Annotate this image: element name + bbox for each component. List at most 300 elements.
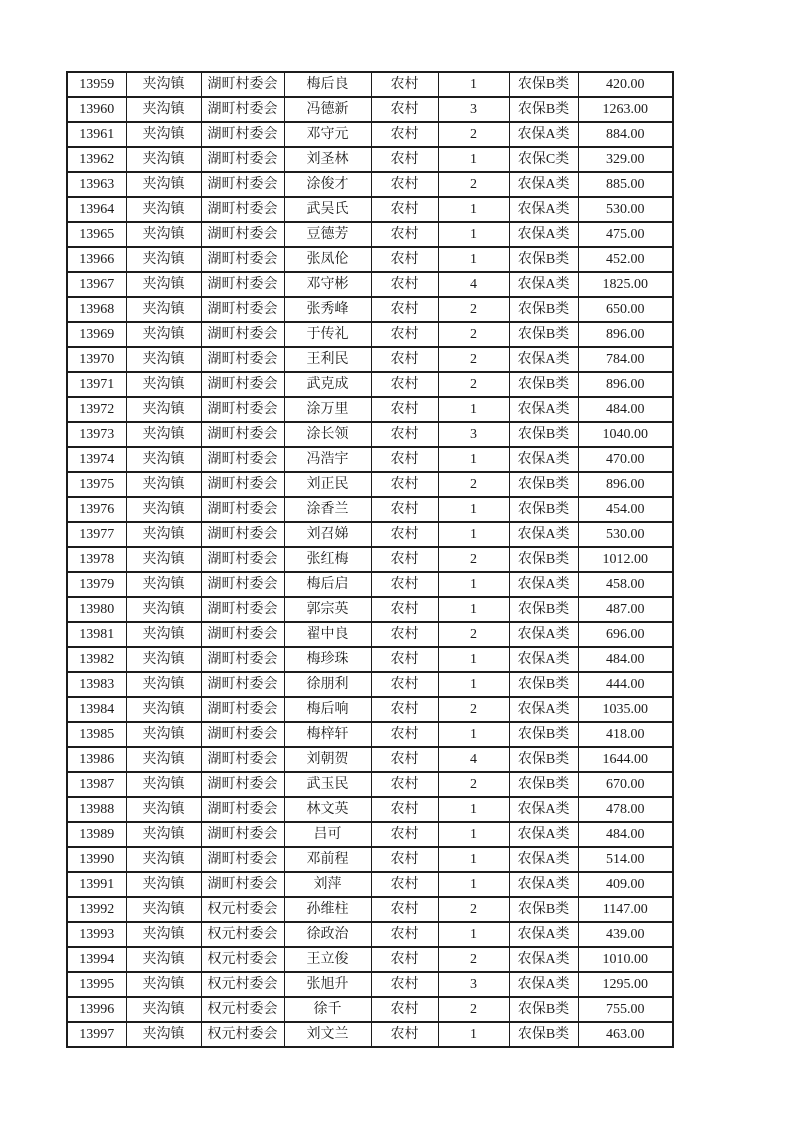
cell-residence-type: 农村 [371,347,438,372]
cell-record-id: 13985 [67,722,126,747]
cell-amount: 452.00 [578,247,673,272]
cell-town: 夹沟镇 [126,597,201,622]
cell-insurance-category: 农保B类 [509,897,578,922]
cell-residence-type: 农村 [371,172,438,197]
cell-amount: 454.00 [578,497,673,522]
cell-residence-type: 农村 [371,897,438,922]
cell-residence-type: 农村 [371,797,438,822]
cell-record-id: 13984 [67,697,126,722]
cell-person-name: 梅珍珠 [284,647,371,672]
table-row [67,322,673,347]
table-row [67,547,673,572]
cell-insurance-category: 农保A类 [509,622,578,647]
cell-person-name: 涂俊才 [284,172,371,197]
cell-village-committee: 湖町村委会 [201,497,284,522]
cell-insurance-category: 农保B类 [509,722,578,747]
cell-village-committee: 湖町村委会 [201,122,284,147]
cell-amount: 896.00 [578,372,673,397]
cell-person-count: 1 [438,497,509,522]
cell-record-id: 13971 [67,372,126,397]
cell-record-id: 13980 [67,597,126,622]
cell-person-name: 武吴氏 [284,197,371,222]
table-row [67,172,673,197]
cell-record-id: 13994 [67,947,126,972]
cell-person-count: 2 [438,172,509,197]
table-row [67,572,673,597]
table-row [67,347,673,372]
cell-village-committee: 湖町村委会 [201,547,284,572]
table-row [67,247,673,272]
table-row [67,597,673,622]
cell-record-id: 13981 [67,622,126,647]
cell-person-name: 梅后启 [284,572,371,597]
cell-residence-type: 农村 [371,697,438,722]
cell-person-name: 张秀峰 [284,297,371,322]
cell-amount: 1147.00 [578,897,673,922]
cell-amount: 650.00 [578,297,673,322]
cell-amount: 484.00 [578,647,673,672]
cell-person-count: 2 [438,697,509,722]
cell-insurance-category: 农保B类 [509,97,578,122]
cell-village-committee: 权元村委会 [201,1022,284,1047]
cell-town: 夹沟镇 [126,222,201,247]
cell-amount: 530.00 [578,197,673,222]
cell-town: 夹沟镇 [126,272,201,297]
cell-residence-type: 农村 [371,847,438,872]
cell-record-id: 13995 [67,972,126,997]
cell-record-id: 13988 [67,797,126,822]
table-row [67,722,673,747]
cell-insurance-category: 农保A类 [509,122,578,147]
cell-village-committee: 湖町村委会 [201,822,284,847]
cell-insurance-category: 农保B类 [509,472,578,497]
cell-person-name: 张红梅 [284,547,371,572]
cell-residence-type: 农村 [371,497,438,522]
cell-amount: 439.00 [578,922,673,947]
cell-town: 夹沟镇 [126,247,201,272]
cell-person-count: 4 [438,272,509,297]
cell-person-name: 张旭升 [284,972,371,997]
cell-person-name: 梅后良 [284,72,371,97]
cell-amount: 1263.00 [578,97,673,122]
table-row [67,197,673,222]
cell-insurance-category: 农保A类 [509,922,578,947]
cell-town: 夹沟镇 [126,497,201,522]
cell-village-committee: 湖町村委会 [201,722,284,747]
cell-amount: 1012.00 [578,547,673,572]
cell-town: 夹沟镇 [126,972,201,997]
cell-person-name: 武玉民 [284,772,371,797]
cell-amount: 696.00 [578,622,673,647]
cell-insurance-category: 农保B类 [509,497,578,522]
table-row [67,997,673,1022]
cell-person-name: 王利民 [284,347,371,372]
cell-residence-type: 农村 [371,647,438,672]
cell-record-id: 13977 [67,522,126,547]
cell-person-count: 1 [438,247,509,272]
cell-person-count: 4 [438,747,509,772]
cell-village-committee: 湖町村委会 [201,422,284,447]
cell-record-id: 13979 [67,572,126,597]
cell-residence-type: 农村 [371,372,438,397]
cell-amount: 418.00 [578,722,673,747]
cell-record-id: 13978 [67,547,126,572]
cell-person-name: 邓前程 [284,847,371,872]
cell-person-name: 孙维柱 [284,897,371,922]
cell-record-id: 13993 [67,922,126,947]
cell-town: 夹沟镇 [126,447,201,472]
cell-residence-type: 农村 [371,147,438,172]
cell-person-name: 郭宗英 [284,597,371,622]
cell-person-count: 1 [438,147,509,172]
cell-village-committee: 湖町村委会 [201,797,284,822]
cell-person-name: 吕可 [284,822,371,847]
cell-residence-type: 农村 [371,997,438,1022]
cell-village-committee: 湖町村委会 [201,672,284,697]
cell-person-name: 刘朝贺 [284,747,371,772]
cell-insurance-category: 农保A类 [509,847,578,872]
cell-record-id: 13996 [67,997,126,1022]
table-row [67,872,673,897]
cell-amount: 784.00 [578,347,673,372]
cell-town: 夹沟镇 [126,747,201,772]
cell-residence-type: 农村 [371,572,438,597]
cell-residence-type: 农村 [371,947,438,972]
cell-residence-type: 农村 [371,447,438,472]
cell-person-count: 1 [438,597,509,622]
cell-record-id: 13983 [67,672,126,697]
cell-residence-type: 农村 [371,247,438,272]
cell-person-count: 1 [438,222,509,247]
cell-village-committee: 湖町村委会 [201,397,284,422]
table-row [67,372,673,397]
table-row [67,272,673,297]
cell-residence-type: 农村 [371,272,438,297]
cell-residence-type: 农村 [371,197,438,222]
cell-record-id: 13990 [67,847,126,872]
cell-village-committee: 权元村委会 [201,947,284,972]
cell-insurance-category: 农保B类 [509,747,578,772]
table-row [67,772,673,797]
cell-residence-type: 农村 [371,972,438,997]
cell-town: 夹沟镇 [126,672,201,697]
cell-residence-type: 农村 [371,297,438,322]
cell-record-id: 13963 [67,172,126,197]
cell-person-name: 徐千 [284,997,371,1022]
cell-town: 夹沟镇 [126,1022,201,1047]
cell-town: 夹沟镇 [126,372,201,397]
cell-insurance-category: 农保A类 [509,347,578,372]
table-row [67,672,673,697]
cell-person-count: 3 [438,422,509,447]
cell-person-count: 2 [438,122,509,147]
cell-person-count: 2 [438,372,509,397]
cell-record-id: 13970 [67,347,126,372]
rural-insurance-table [66,71,674,1048]
cell-village-committee: 湖町村委会 [201,147,284,172]
cell-insurance-category: 农保B类 [509,72,578,97]
cell-person-name: 刘萍 [284,872,371,897]
table-row [67,447,673,472]
cell-town: 夹沟镇 [126,822,201,847]
cell-person-name: 徐朋利 [284,672,371,697]
table-row [67,747,673,772]
cell-record-id: 13960 [67,97,126,122]
cell-insurance-category: 农保A类 [509,222,578,247]
cell-person-count: 1 [438,797,509,822]
table-row [67,147,673,172]
cell-amount: 475.00 [578,222,673,247]
cell-village-committee: 湖町村委会 [201,72,284,97]
table-row [67,1022,673,1047]
cell-residence-type: 农村 [371,422,438,447]
cell-amount: 484.00 [578,822,673,847]
table-row [67,797,673,822]
cell-amount: 1010.00 [578,947,673,972]
cell-village-committee: 湖町村委会 [201,647,284,672]
cell-village-committee: 湖町村委会 [201,297,284,322]
cell-person-name: 刘文兰 [284,1022,371,1047]
cell-town: 夹沟镇 [126,297,201,322]
cell-town: 夹沟镇 [126,722,201,747]
cell-person-count: 1 [438,72,509,97]
cell-residence-type: 农村 [371,97,438,122]
cell-village-committee: 湖町村委会 [201,172,284,197]
cell-record-id: 13992 [67,897,126,922]
cell-town: 夹沟镇 [126,647,201,672]
cell-town: 夹沟镇 [126,472,201,497]
cell-insurance-category: 农保B类 [509,247,578,272]
table-row [67,897,673,922]
cell-record-id: 13987 [67,772,126,797]
cell-town: 夹沟镇 [126,997,201,1022]
cell-record-id: 13964 [67,197,126,222]
cell-record-id: 13969 [67,322,126,347]
cell-person-count: 1 [438,672,509,697]
cell-insurance-category: 农保B类 [509,372,578,397]
cell-village-committee: 湖町村委会 [201,847,284,872]
cell-insurance-category: 农保B类 [509,597,578,622]
cell-insurance-category: 农保A类 [509,397,578,422]
cell-amount: 409.00 [578,872,673,897]
cell-person-name: 冯德新 [284,97,371,122]
cell-person-name: 涂万里 [284,397,371,422]
cell-town: 夹沟镇 [126,72,201,97]
cell-amount: 670.00 [578,772,673,797]
cell-amount: 1644.00 [578,747,673,772]
cell-residence-type: 农村 [371,122,438,147]
cell-town: 夹沟镇 [126,847,201,872]
cell-town: 夹沟镇 [126,322,201,347]
cell-person-name: 邓守元 [284,122,371,147]
table-row [67,647,673,672]
cell-person-count: 2 [438,547,509,572]
cell-person-name: 豆德芳 [284,222,371,247]
cell-insurance-category: 农保B类 [509,297,578,322]
cell-village-committee: 权元村委会 [201,897,284,922]
cell-insurance-category: 农保A类 [509,972,578,997]
cell-record-id: 13962 [67,147,126,172]
cell-town: 夹沟镇 [126,147,201,172]
cell-town: 夹沟镇 [126,422,201,447]
cell-person-count: 1 [438,572,509,597]
cell-record-id: 13968 [67,297,126,322]
cell-person-count: 1 [438,722,509,747]
cell-village-committee: 湖町村委会 [201,447,284,472]
cell-insurance-category: 农保A类 [509,797,578,822]
cell-person-name: 翟中良 [284,622,371,647]
cell-village-committee: 湖町村委会 [201,472,284,497]
cell-town: 夹沟镇 [126,797,201,822]
cell-residence-type: 农村 [371,597,438,622]
cell-amount: 487.00 [578,597,673,622]
cell-person-count: 2 [438,772,509,797]
cell-amount: 1035.00 [578,697,673,722]
cell-insurance-category: 农保A类 [509,572,578,597]
cell-person-name: 王立俊 [284,947,371,972]
cell-amount: 1040.00 [578,422,673,447]
cell-person-count: 1 [438,922,509,947]
cell-person-name: 冯浩宇 [284,447,371,472]
cell-residence-type: 农村 [371,822,438,847]
cell-village-committee: 湖町村委会 [201,97,284,122]
cell-insurance-category: 农保A类 [509,197,578,222]
cell-amount: 514.00 [578,847,673,872]
cell-village-committee: 湖町村委会 [201,247,284,272]
cell-insurance-category: 农保B类 [509,772,578,797]
cell-residence-type: 农村 [371,472,438,497]
cell-insurance-category: 农保C类 [509,147,578,172]
table-row [67,422,673,447]
cell-amount: 530.00 [578,522,673,547]
cell-residence-type: 农村 [371,322,438,347]
cell-village-committee: 湖町村委会 [201,697,284,722]
cell-person-count: 1 [438,397,509,422]
cell-person-name: 梅后响 [284,697,371,722]
cell-village-committee: 湖町村委会 [201,522,284,547]
cell-record-id: 13966 [67,247,126,272]
cell-amount: 896.00 [578,472,673,497]
cell-amount: 896.00 [578,322,673,347]
cell-record-id: 13997 [67,1022,126,1047]
table-row [67,622,673,647]
cell-amount: 458.00 [578,572,673,597]
cell-village-committee: 湖町村委会 [201,572,284,597]
cell-person-name: 刘正民 [284,472,371,497]
cell-person-count: 1 [438,1022,509,1047]
cell-person-count: 2 [438,472,509,497]
cell-amount: 484.00 [578,397,673,422]
cell-insurance-category: 农保A类 [509,872,578,897]
cell-record-id: 13975 [67,472,126,497]
cell-record-id: 13991 [67,872,126,897]
cell-person-count: 2 [438,947,509,972]
cell-person-name: 涂香兰 [284,497,371,522]
cell-record-id: 13965 [67,222,126,247]
cell-person-name: 涂长领 [284,422,371,447]
cell-person-count: 1 [438,822,509,847]
cell-town: 夹沟镇 [126,522,201,547]
table-row [67,397,673,422]
cell-town: 夹沟镇 [126,772,201,797]
cell-town: 夹沟镇 [126,922,201,947]
cell-residence-type: 农村 [371,622,438,647]
table-row [67,222,673,247]
cell-residence-type: 农村 [371,672,438,697]
table-row [67,947,673,972]
cell-town: 夹沟镇 [126,947,201,972]
cell-residence-type: 农村 [371,397,438,422]
cell-record-id: 13974 [67,447,126,472]
cell-insurance-category: 农保B类 [509,547,578,572]
table-row [67,822,673,847]
cell-record-id: 13967 [67,272,126,297]
cell-record-id: 13972 [67,397,126,422]
cell-insurance-category: 农保A类 [509,647,578,672]
cell-insurance-category: 农保B类 [509,997,578,1022]
cell-person-name: 武克成 [284,372,371,397]
cell-residence-type: 农村 [371,922,438,947]
cell-insurance-category: 农保A类 [509,272,578,297]
cell-insurance-category: 农保A类 [509,697,578,722]
table-row [67,922,673,947]
cell-village-committee: 湖町村委会 [201,372,284,397]
cell-village-committee: 权元村委会 [201,997,284,1022]
cell-town: 夹沟镇 [126,122,201,147]
cell-person-count: 1 [438,872,509,897]
cell-insurance-category: 农保A类 [509,172,578,197]
cell-amount: 329.00 [578,147,673,172]
cell-town: 夹沟镇 [126,897,201,922]
cell-insurance-category: 农保B类 [509,422,578,447]
cell-insurance-category: 农保A类 [509,947,578,972]
cell-amount: 1295.00 [578,972,673,997]
cell-amount: 884.00 [578,122,673,147]
cell-residence-type: 农村 [371,722,438,747]
cell-person-count: 2 [438,322,509,347]
cell-person-count: 1 [438,647,509,672]
table-row [67,97,673,122]
table-row [67,297,673,322]
table-body [67,72,673,1047]
cell-amount: 1825.00 [578,272,673,297]
cell-residence-type: 农村 [371,747,438,772]
cell-person-count: 2 [438,347,509,372]
cell-person-name: 林文英 [284,797,371,822]
cell-insurance-category: 农保B类 [509,672,578,697]
cell-town: 夹沟镇 [126,572,201,597]
cell-person-name: 邓守彬 [284,272,371,297]
cell-person-name: 于传礼 [284,322,371,347]
cell-village-committee: 权元村委会 [201,972,284,997]
cell-town: 夹沟镇 [126,347,201,372]
cell-village-committee: 湖町村委会 [201,197,284,222]
cell-person-count: 1 [438,197,509,222]
cell-village-committee: 湖町村委会 [201,322,284,347]
table-row [67,847,673,872]
cell-person-count: 2 [438,297,509,322]
cell-town: 夹沟镇 [126,397,201,422]
cell-person-count: 2 [438,897,509,922]
cell-person-count: 1 [438,522,509,547]
cell-person-count: 1 [438,447,509,472]
table-row [67,497,673,522]
cell-person-name: 刘圣林 [284,147,371,172]
cell-record-id: 13973 [67,422,126,447]
cell-insurance-category: 农保A类 [509,522,578,547]
cell-record-id: 13976 [67,497,126,522]
cell-village-committee: 湖町村委会 [201,622,284,647]
